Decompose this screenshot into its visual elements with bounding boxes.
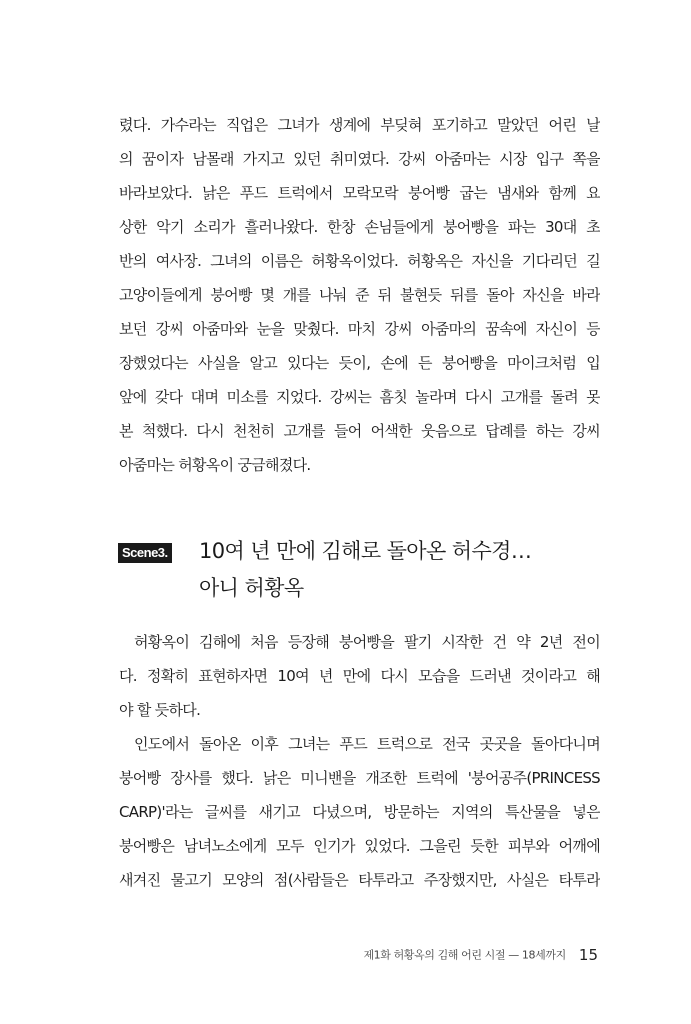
text-line: 새겨진 물고기 모양의 점(사람들은 타투라고 주장했지만, 사실은 타투라 bbox=[119, 871, 600, 889]
text-line: 앞에 갖다 대며 미소를 지었다. 강씨는 흠칫 놀라며 다시 고개를 돌려 못 bbox=[119, 388, 600, 406]
page-footer bbox=[363, 944, 598, 964]
text-line: 의 꿈이자 남몰래 가지고 있던 취미였다. 강씨 아줌마는 시장 입구 쪽을 bbox=[119, 150, 600, 168]
section-title-line-2: 아니 허황옥 bbox=[199, 576, 304, 600]
text-line: 아줌마는 허황옥이 궁금해졌다. bbox=[119, 456, 311, 474]
body-paragraph-1 bbox=[119, 108, 600, 482]
text-line: 보던 강씨 아줌마와 눈을 맞췄다. 마치 강씨 아줌마의 꿈속에 자신이 등 bbox=[119, 320, 600, 338]
body-paragraph-3 bbox=[119, 727, 600, 897]
text-line: CARP)'라는 글씨를 새기고 다녔으며, 방문하는 지역의 특산물을 넣은 bbox=[119, 803, 600, 821]
text-line: 인도에서 돌아온 이후 그녀는 푸드 트럭으로 전국 곳곳을 돌아다니며 bbox=[134, 735, 600, 753]
text-line: 상한 악기 소리가 흘러나왔다. 한창 손님들에게 붕어빵을 파는 30대 초 bbox=[119, 218, 600, 236]
text-line: 붕어빵 장사를 했다. 낡은 미니밴을 개조한 트럭에 '붕어공주(PRINCESS bbox=[119, 769, 600, 787]
body-paragraph-2 bbox=[119, 625, 600, 727]
text-line: 본 척했다. 다시 천천히 고개를 들어 어색한 웃음으로 답례를 하는 강씨 bbox=[119, 422, 600, 440]
text-line: 허황옥이 김해에 처음 등장해 붕어빵을 팔기 시작한 건 약 2년 전이 bbox=[134, 633, 600, 651]
text-line: 고양이들에게 붕어빵 몇 개를 나눠 준 뒤 불현듯 뒤를 돌아 자신을 바라 bbox=[119, 286, 600, 304]
page-number: 15 bbox=[578, 945, 598, 964]
text-line: 바라보았다. 낡은 푸드 트럭에서 모락모락 붕어빵 굽는 냄새와 함께 요 bbox=[119, 184, 600, 202]
text-line: 장했었다는 사실을 알고 있다는 듯이, 손에 든 붕어빵을 마이크처럼 입 bbox=[119, 354, 600, 372]
text-line: 반의 여사장. 그녀의 이름은 허황옥이었다. 허황옥은 자신을 기다리던 길 bbox=[119, 252, 600, 270]
running-title: 제1화 허황옥의 김해 어린 시절 — 18세까지 bbox=[363, 948, 566, 962]
text-line: 붕어빵은 남녀노소에게 모두 인기가 있었다. 그을린 듯한 피부와 어깨에 bbox=[119, 837, 600, 855]
text-line: 야 할 듯하다. bbox=[119, 701, 201, 719]
text-line: 렸다. 가수라는 직업은 그녀가 생계에 부딪혀 포기하고 말았던 어린 날 bbox=[119, 116, 600, 134]
text-line: 다. 정확히 표현하자면 10여 년 만에 다시 모습을 드러낸 것이라고 해 bbox=[119, 667, 600, 685]
section-title-line-1: 10여 년 만에 김해로 돌아온 허수경… bbox=[199, 539, 532, 563]
scene-badge: Scene3. bbox=[118, 543, 172, 563]
